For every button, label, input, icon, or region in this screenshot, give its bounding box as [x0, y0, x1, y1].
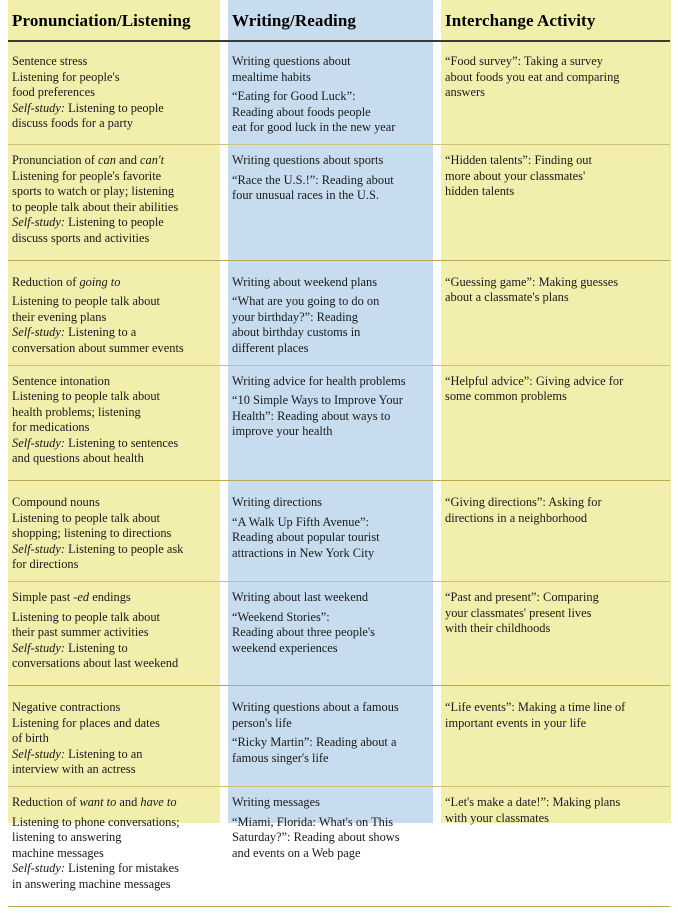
text-line: Sentence intonation — [12, 373, 111, 388]
cell-pronunciation-listening — [0, 487, 220, 581]
text-line: and events on a Web page — [232, 845, 361, 860]
text-line: with your classmates — [445, 810, 549, 825]
table-row — [0, 145, 678, 255]
text-line: Self-study: Listening to — [12, 640, 128, 655]
self-study-label: Self-study: — [12, 746, 65, 761]
syllabus-table — [0, 46, 678, 891]
cell-writing-reading — [220, 487, 433, 569]
text-line: about a classmate's plans — [445, 290, 569, 305]
text-line: Writing questions about — [232, 54, 351, 68]
text-line: discuss foods for a party — [12, 116, 134, 131]
self-study-label: Self-study: — [12, 861, 65, 876]
italic-term: -ed — [73, 590, 90, 605]
text-line: improve your health — [232, 424, 333, 439]
cell-pronunciation-listening — [0, 366, 220, 476]
unit-divider — [0, 680, 678, 692]
text-line: “What are you going to do on — [232, 294, 380, 309]
cell-interchange-activity — [433, 787, 678, 834]
text-line: weekend experiences — [232, 640, 338, 655]
text-line: food preferences — [12, 85, 95, 100]
text-line: Writing advice for health problems — [232, 373, 406, 388]
unit-divider — [0, 475, 678, 487]
text-line: attractions in New York City — [232, 545, 375, 560]
text-line: some common problems — [445, 389, 567, 404]
text-line: “Weekend Stories”: — [232, 609, 330, 624]
syllabus-unit-group — [0, 692, 678, 901]
text-line: “Hidden talents”: Finding out — [445, 152, 592, 167]
table-row — [0, 46, 678, 144]
text-line: about foods you eat and comparing — [445, 69, 620, 84]
italic-term: can't — [140, 152, 165, 167]
italic-term: want to — [79, 794, 117, 809]
cell-writing-reading — [220, 692, 433, 774]
self-study-label: Self-study: — [12, 215, 65, 230]
text-line: health problems; listening — [12, 404, 141, 419]
cell-interchange-activity — [433, 267, 678, 314]
cell-writing-reading — [220, 366, 433, 448]
text-line: in answering machine messages — [12, 876, 171, 891]
cell-writing-reading — [220, 46, 433, 144]
text-line: Writing about last weekend — [232, 590, 369, 605]
text-line: and questions about health — [12, 451, 144, 466]
text-line: “Eating for Good Luck”: — [232, 89, 356, 104]
syllabus-unit-group — [0, 267, 678, 476]
text-line: for medications — [12, 420, 90, 435]
text-line: “Guessing game”: Making guesses — [445, 274, 619, 289]
italic-term: going to — [79, 274, 121, 289]
self-study-label: Self-study: — [12, 541, 65, 556]
text-line: “A Walk Up Fifth Avenue”: — [232, 514, 369, 529]
text-line: eat for good luck in the new year — [232, 120, 396, 135]
text-line: “Miami, Florida: What's on This — [232, 814, 394, 829]
table-row — [0, 267, 678, 365]
header-interchange-activity: Interchange Activity — [445, 11, 596, 30]
text-line: Self-study: Listening to people — [12, 100, 164, 115]
text-line: shopping; listening to directions — [12, 526, 172, 541]
cell-writing-reading — [220, 145, 433, 212]
text-line: Writing messages — [232, 794, 320, 809]
text-line: “Food survey”: Taking a survey — [445, 54, 603, 68]
text-line: Listening to phone conversations; — [12, 814, 180, 829]
text-line: with their childhoods — [445, 621, 551, 636]
text-line: Self-study: Listening to people — [12, 215, 164, 230]
text-line: their past summer activities — [12, 625, 149, 640]
text-line: Negative contractions — [12, 700, 121, 714]
text-line: Self-study: Listening for mistakes — [12, 861, 179, 876]
cell-pronunciation-listening — [0, 787, 220, 901]
cell-pronunciation-listening — [0, 46, 220, 140]
table-row — [0, 366, 678, 476]
text-line: interview with an actress — [12, 762, 136, 777]
cell-interchange-activity — [433, 487, 678, 534]
text-line: Compound nouns — [12, 495, 100, 510]
table-row — [0, 582, 678, 680]
table-row — [0, 787, 678, 901]
cell-interchange-activity — [433, 46, 678, 109]
cell-writing-reading — [220, 787, 433, 869]
text-line: Reading about foods people — [232, 104, 371, 119]
text-line: listening to answering — [12, 830, 122, 845]
text-line: to people talk about their abilities — [12, 199, 179, 214]
text-line: person's life — [232, 715, 292, 730]
cell-writing-reading — [220, 582, 433, 664]
cell-interchange-activity — [433, 366, 678, 413]
text-line: sports to watch or play; listening — [12, 184, 175, 199]
text-line: Simple past -ed endings — [12, 590, 131, 605]
text-line: directions in a neighborhood — [445, 510, 588, 525]
text-line: Listening to people talk about — [12, 510, 160, 525]
text-line: Listening for people's — [12, 69, 120, 84]
table-row — [0, 487, 678, 581]
text-line: Reduction of going to — [12, 274, 121, 289]
self-study-label: Self-study: — [12, 100, 65, 115]
text-line: of birth — [12, 731, 49, 746]
text-line: Listening to people talk about — [12, 389, 160, 404]
text-line: four unusual races in the U.S. — [232, 188, 379, 203]
text-line: Self-study: Listening to an — [12, 746, 143, 761]
text-line: conversation about summer events — [12, 340, 184, 355]
cell-pronunciation-listening — [0, 145, 220, 255]
italic-term: have to — [140, 794, 177, 809]
text-line: Writing about weekend plans — [232, 274, 378, 289]
text-line: “Race the U.S.!”: Reading about — [232, 172, 394, 187]
text-line: discuss sports and activities — [12, 230, 150, 245]
self-study-label: Self-study: — [12, 435, 65, 450]
text-line: famous singer's life — [232, 750, 329, 765]
text-line: Health”: Reading about ways to — [232, 408, 391, 423]
text-line: “Ricky Martin”: Reading about a — [232, 735, 397, 750]
header-divider — [8, 40, 670, 42]
text-line: Sentence stress — [12, 54, 88, 68]
cell-pronunciation-listening — [0, 692, 220, 786]
text-line: hidden talents — [445, 184, 515, 199]
text-line: Reading about popular tourist — [232, 530, 380, 545]
text-line: conversations about last weekend — [12, 656, 179, 671]
text-line: “Past and present”: Comparing — [445, 590, 599, 605]
text-line: important events in your life — [445, 715, 587, 730]
column-headers — [0, 0, 678, 46]
text-line: Listening to people talk about — [12, 294, 160, 309]
text-line: Listening for people's favorite — [12, 168, 162, 183]
text-line: Saturday?”: Reading about shows — [232, 830, 400, 845]
unit-divider — [0, 901, 678, 913]
text-line: “Life events”: Making a time line of — [445, 700, 626, 714]
text-line: Writing directions — [232, 495, 323, 510]
text-line: Pronunciation of can and can't — [12, 152, 165, 167]
cell-pronunciation-listening — [0, 267, 220, 365]
italic-term: can — [98, 152, 116, 167]
cell-interchange-activity — [433, 145, 678, 208]
text-line: Reading about three people's — [232, 625, 375, 640]
text-line: “Helpful advice”: Giving advice for — [445, 373, 624, 388]
text-line: machine messages — [12, 845, 104, 860]
text-line: Self-study: Listening to a — [12, 325, 137, 340]
text-line: Listening to people talk about — [12, 609, 160, 624]
text-line: your classmates' present lives — [445, 605, 592, 620]
text-line: answers — [445, 85, 485, 100]
self-study-label: Self-study: — [12, 640, 65, 655]
text-line: “10 Simple Ways to Improve Your — [232, 393, 403, 408]
unit-divider — [0, 255, 678, 267]
header-writing-reading: Writing/Reading — [232, 11, 356, 30]
syllabus-unit-group — [0, 46, 678, 255]
text-line: different places — [232, 340, 309, 355]
cell-interchange-activity — [433, 582, 678, 645]
text-line: Self-study: Listening to sentences — [12, 435, 179, 450]
table-row — [0, 692, 678, 786]
text-line: your birthday?”: Reading — [232, 309, 358, 324]
header-pronunciation-listening: Pronunciation/Listening — [12, 11, 191, 30]
cell-interchange-activity — [433, 692, 678, 739]
text-line: Reduction of want to and have to — [12, 794, 177, 809]
text-line: mealtime habits — [232, 69, 311, 84]
text-line: “Let's make a date!”: Making plans — [445, 794, 621, 809]
text-line: Listening for places and dates — [12, 715, 160, 730]
text-line: about birthday customs in — [232, 325, 361, 340]
text-line: Writing questions about sports — [232, 152, 384, 167]
text-line: “Giving directions”: Asking for — [445, 495, 602, 510]
text-line: more about your classmates' — [445, 168, 586, 183]
syllabus-unit-group — [0, 487, 678, 680]
self-study-label: Self-study: — [12, 325, 65, 340]
cell-writing-reading — [220, 267, 433, 365]
cell-pronunciation-listening — [0, 582, 220, 680]
text-line: Self-study: Listening to people ask — [12, 541, 184, 556]
text-line: for directions — [12, 557, 79, 572]
text-line: their evening plans — [12, 309, 107, 324]
text-line: Writing questions about a famous — [232, 700, 399, 714]
